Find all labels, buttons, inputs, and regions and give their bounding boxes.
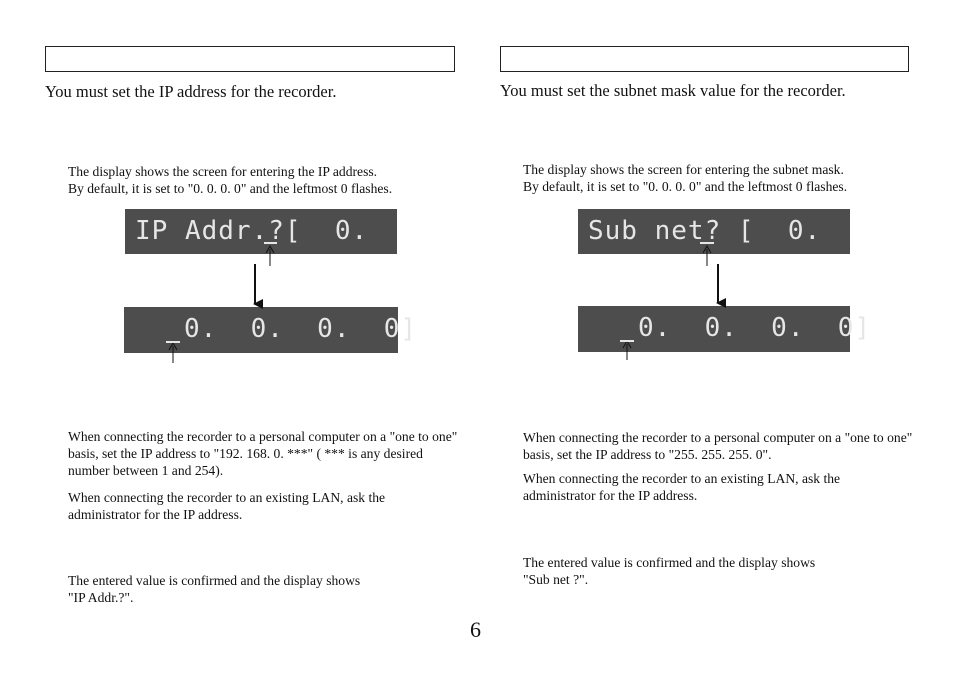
right-confirm-line-1: The entered value is confirmed and the display shows: [523, 555, 816, 570]
left-display-desc-line-2: By default, it is set to "0. 0. 0. 0" and the leftmost 0 flashes.: [68, 181, 393, 196]
left-bottom-cursor-pointer-icon: [169, 343, 177, 363]
left-top-cursor-pointer-icon: [266, 246, 274, 266]
right-confirm-line-2: "Sub net ?".: [523, 572, 589, 587]
left-lcd-ip-entry-screen: 0. 0. 0. 0]: [124, 307, 398, 353]
page-number: 6: [470, 617, 481, 642]
left-lcd-ip-address-screen: IP Addr.?[ 0.: [125, 209, 397, 254]
left-display-desc-line-1: The display shows the screen for entering the IP address.: [68, 164, 378, 179]
right-display-desc-line-2: By default, it is set to "0. 0. 0. 0" and the leftmost 0 flashes.: [523, 179, 848, 194]
right-lan-note: When connecting the recorder to an existing LAN, ask the administrator for the IP address.: [523, 471, 841, 503]
left-lan-note: When connecting the recorder to an existing LAN, ask the administrator for the IP address.: [68, 490, 386, 522]
left-confirm-line-1: The entered value is confirmed and the display shows: [68, 573, 361, 588]
right-intro-text: You must set the subnet mask value for the recorder.: [500, 81, 846, 100]
right-top-cursor-pointer-icon: [703, 246, 711, 266]
right-bottom-cursor-pointer-icon: [623, 341, 631, 360]
right-lcd-subnet-entry-screen: 0. 0. 0. 0]: [578, 306, 850, 352]
right-connect-note: When connecting the recorder to a personal computer on a "one to one" basis, set the IP address to "255. 255. 255. 0".: [523, 430, 913, 462]
left-connect-note: When connecting the recorder to a personal computer on a "one to one" basis, set the IP address to "192. 168. 0. ***" ( *** is any desired number between 1 and 254).: [68, 429, 458, 478]
left-confirm-line-2: "IP Addr.?".: [68, 590, 134, 605]
right-lcd-subnet-screen: Sub net? [ 0.: [578, 209, 850, 254]
left-intro-text: You must set the IP address for the recorder.: [45, 82, 337, 101]
right-display-desc-line-1: The display shows the screen for entering the subnet mask.: [523, 162, 844, 177]
